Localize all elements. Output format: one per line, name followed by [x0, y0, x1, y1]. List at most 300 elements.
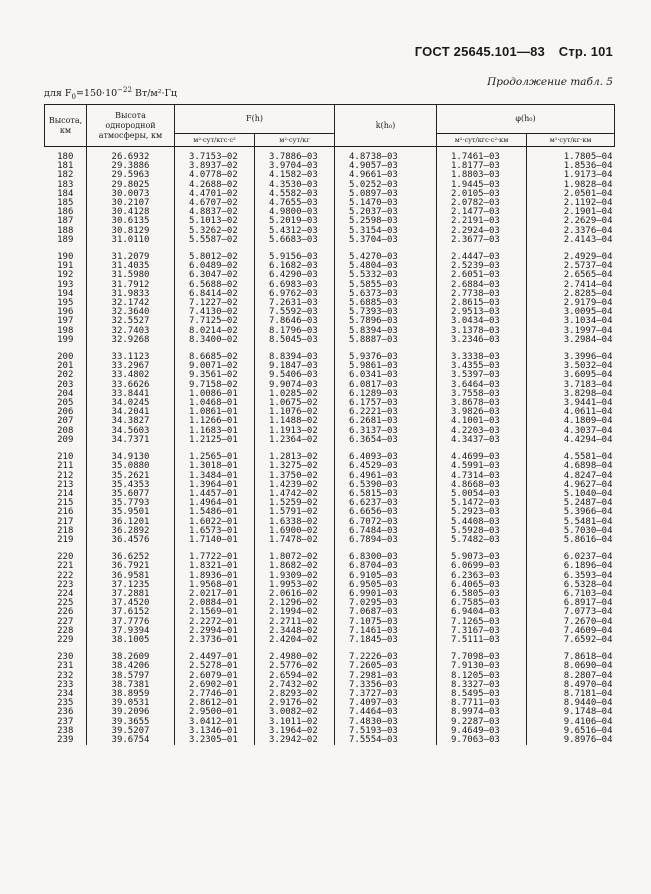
table-cell: 7.4097—03 [335, 699, 437, 708]
table-cell: 7.7125—02 [175, 317, 255, 326]
table-cell: 5.0054—03 [437, 490, 527, 499]
table-cell: 30.0073 [87, 190, 175, 199]
table-cell: 1.1913—02 [255, 427, 335, 436]
table-cell: 1.1683—01 [175, 427, 255, 436]
table-cell: 5.5481—04 [527, 518, 615, 527]
table-cell: 5.3704—03 [335, 236, 437, 245]
table-cell: 8.8394—03 [255, 345, 335, 362]
col-phi-unit1: м²·сут/кгс·с²·км [437, 134, 527, 147]
table-cell: 9.2287—03 [437, 718, 527, 727]
table-cell: 1.3750—02 [255, 472, 335, 481]
table-cell: 5.4804—03 [335, 262, 437, 271]
table-cell: 219 [57, 534, 74, 545]
table-cell: 4.1809—04 [527, 417, 615, 426]
table-cell: 8.6685—02 [175, 345, 255, 362]
table-cell: 6.9105—03 [335, 572, 437, 581]
table-cell: 2.2924—03 [437, 227, 527, 236]
col-kh: k(h₀) [335, 105, 437, 147]
table-cell: 2.3677—03 [437, 236, 527, 245]
table-cell: 1.8072—02 [255, 545, 335, 562]
table-cell: 2.8293—02 [255, 690, 335, 699]
table-cell: 4.5581—04 [527, 445, 615, 462]
table-cell: 180 [57, 152, 74, 162]
table-cell: 1.3018—01 [175, 462, 255, 471]
table-cell: 1.0675—02 [255, 399, 335, 408]
table-cell: 7.1845—03 [335, 636, 437, 645]
table-cell: 39.6754 [87, 736, 175, 745]
table-cell: 9.1748—04 [527, 708, 615, 717]
table-cell: 196 [57, 307, 74, 318]
table-cell: 7.4609—04 [527, 627, 615, 636]
table-cell: 9.4649—03 [437, 727, 527, 736]
table-cell: 1.4742—02 [255, 490, 335, 499]
table-cell: 8.0690—04 [527, 662, 615, 671]
table-cell: 1.3275—02 [255, 462, 335, 471]
table-cell: 30.8129 [87, 227, 175, 236]
table-cell: 5.7030—04 [527, 527, 615, 536]
table-cell: 203 [57, 379, 74, 390]
table-cell: 3.3338—03 [437, 345, 527, 362]
table-cell: 7.4464—03 [335, 708, 437, 717]
table-cell: 7.8646—03 [255, 317, 335, 326]
table-cell: 236 [57, 707, 74, 718]
table-cell: 1.6022—01 [175, 518, 255, 527]
table-cell: 5.1013—02 [175, 217, 255, 226]
table-cell: 32.1742 [87, 299, 175, 308]
table-cell: 9.5406—03 [255, 371, 335, 380]
table-cell: 31.0110 [87, 236, 175, 245]
table-cell: 1.7722—01 [175, 545, 255, 562]
table-cell: 2.5278—01 [175, 662, 255, 671]
table-cell: 34.5603 [87, 427, 175, 436]
table-cell: 4.8738—03 [335, 147, 437, 163]
table-cell: 2.9179—04 [527, 299, 615, 308]
table-cell: 194 [57, 288, 74, 299]
table-cell: 3.8937—02 [175, 162, 255, 171]
table-cell: 2.1477—03 [437, 208, 527, 217]
table-cell: 4.3037—04 [527, 427, 615, 436]
table-cell: 204 [57, 388, 74, 399]
table-cell: 32.5527 [87, 317, 175, 326]
table-cell: 39.0531 [87, 699, 175, 708]
table-cell: 6.0237—04 [527, 545, 615, 562]
table-cell: 2.5776—02 [255, 662, 335, 671]
table-cell: 3.9441—04 [527, 399, 615, 408]
table-cell: 34.2041 [87, 408, 175, 417]
table-cell: 37.9394 [87, 627, 175, 636]
table-cell: 214 [57, 488, 74, 499]
table-cell: 229 [57, 634, 74, 645]
table-cell: 5.2598—03 [335, 217, 437, 226]
table-cell: 8.7711—03 [437, 699, 527, 708]
table-cell: 5.8887—03 [335, 336, 437, 345]
table-cell: 4.5582—03 [255, 190, 335, 199]
table-cell: 1.2565—01 [175, 445, 255, 462]
table-cell: 6.1682—03 [255, 262, 335, 271]
table-cell: 5.3966—04 [527, 508, 615, 517]
table-cell: 2.0884—01 [175, 599, 255, 608]
table-cell: 4.9661—03 [335, 171, 437, 180]
table-cell: 7.3356—03 [335, 681, 437, 690]
table-cell: 1.5791—02 [255, 508, 335, 517]
table-cell: 237 [57, 716, 74, 727]
table-cell: 6.4529—03 [335, 462, 437, 471]
table-cell: 7.0773—04 [527, 608, 615, 617]
table-cell: 217 [57, 516, 74, 527]
table-cell: 2.6884—03 [437, 281, 527, 290]
table-cell: 5.0252—03 [335, 181, 437, 190]
standard-number: ГОСТ 25645.101—83 [414, 44, 545, 59]
table-cell: 6.4961—03 [335, 472, 437, 481]
table-cell: 1.7140—01 [175, 536, 255, 545]
table-cell: 1.9173—04 [527, 171, 615, 180]
page-number: Стр. 101 [558, 44, 613, 59]
table-cell: 1.5486—01 [175, 508, 255, 517]
table-cell: 7.2605—03 [335, 662, 437, 671]
table-cell: 2.3736—01 [175, 636, 255, 645]
table-cell: 31.2079 [87, 245, 175, 262]
table-cell: 35.6077 [87, 490, 175, 499]
table-cell: 37.7776 [87, 618, 175, 627]
table-cell: 190 [57, 252, 74, 263]
table-cell: 3.0412—01 [175, 718, 255, 727]
table-cell: 6.2221—03 [335, 408, 437, 417]
table-cell: 2.1192—04 [527, 199, 615, 208]
table-cell: 2.2711—02 [255, 618, 335, 627]
table-cell: 7.2631—03 [255, 299, 335, 308]
table-cell: 8.4970—04 [527, 681, 615, 690]
table-cell: 1.8936—01 [175, 572, 255, 581]
table-cell: 198 [57, 325, 74, 336]
table-cell: 2.2629—04 [527, 217, 615, 226]
table-cell: 1.5259—02 [255, 499, 335, 508]
table-cell: 33.1123 [87, 345, 175, 362]
table-cell: 31.5980 [87, 271, 175, 280]
table-cell: 6.9762—03 [255, 290, 335, 299]
table-cell: 9.3561—02 [175, 371, 255, 380]
table-cell: 4.9627—04 [527, 481, 615, 490]
table-cell: 192 [57, 270, 74, 281]
table-cell: 4.3530—03 [255, 181, 335, 190]
table-cell: 2.8615—03 [437, 299, 527, 308]
table-cell: 211 [57, 461, 74, 472]
table-cell: 202 [57, 370, 74, 381]
table-cell: 210 [57, 452, 74, 463]
table-cell: 220 [57, 552, 74, 563]
table-cell: 5.7393—03 [335, 308, 437, 317]
col-height: Высота, км [45, 105, 87, 147]
table-cell: 4.9057—03 [335, 162, 437, 171]
table-cell: 39.2096 [87, 708, 175, 717]
table-cell: 6.9901—03 [335, 590, 437, 599]
table-cell: 7.5592—03 [255, 308, 335, 317]
col-fh-unit2: м²·сут/кг [255, 134, 335, 147]
table-cell: 36.9581 [87, 572, 175, 581]
table-row [45, 345, 615, 362]
table-cell: 30.6135 [87, 217, 175, 226]
table-cell: 6.5815—03 [335, 490, 437, 499]
table-row [45, 336, 615, 345]
table-cell: 39.3655 [87, 718, 175, 727]
table-cell: 7.7098—03 [437, 645, 527, 662]
table-cell: 6.9404—03 [437, 608, 527, 617]
table-cell: 1.7461—03 [437, 147, 527, 163]
table-cell: 35.2621 [87, 472, 175, 481]
table-cell: 3.9704—03 [255, 162, 335, 171]
table-cell: 1.8803—03 [437, 171, 527, 180]
table-cell: 2.7746—01 [175, 690, 255, 699]
table-cell: 33.4802 [87, 371, 175, 380]
data-table [44, 104, 615, 745]
table-cell: 36.7921 [87, 562, 175, 571]
table-cell: 2.0616—02 [255, 590, 335, 599]
table-cell: 9.6516—04 [527, 727, 615, 736]
table-cell: 1.8177—03 [437, 162, 527, 171]
table-cell: 197 [57, 316, 74, 327]
table-cell: 222 [57, 570, 74, 581]
table-cell: 7.0687—03 [335, 608, 437, 617]
table-cell: 2.5239—03 [437, 262, 527, 271]
table-cell: 7.1227—02 [175, 299, 255, 308]
table-cell: 32.3640 [87, 308, 175, 317]
table-cell: 6.7484—03 [335, 527, 437, 536]
table-cell: 3.2305—01 [175, 736, 255, 745]
table-cell: 191 [57, 261, 74, 272]
table-cell: 5.1472—03 [437, 499, 527, 508]
condition-label: для $F_0=150\cdot 10^{-22}$ Вт/м²·Гц [44, 86, 178, 102]
table-cell: 3.1964—02 [255, 727, 335, 736]
table-cell: 34.3827 [87, 417, 175, 426]
table-cell: 5.9861—03 [335, 362, 437, 371]
table-cell: 6.2363—03 [437, 572, 527, 581]
table-row [45, 236, 615, 245]
table-cell: 231 [57, 661, 74, 672]
table-cell: 38.7381 [87, 681, 175, 690]
table-cell: 5.2487—04 [527, 499, 615, 508]
table-cell: 7.0295—03 [335, 599, 437, 608]
table-cell: 6.5805—03 [437, 590, 527, 599]
table-cell: 6.6237—03 [335, 499, 437, 508]
table-cell: 5.5332—03 [335, 271, 437, 280]
table-cell: 31.7912 [87, 281, 175, 290]
table-cell: 34.0245 [87, 399, 175, 408]
table-cell: 34.7371 [87, 436, 175, 445]
table-cell: 3.7183—04 [527, 381, 615, 390]
table-cell: 7.9130—03 [437, 662, 527, 671]
table-cell: 6.8414—02 [175, 290, 255, 299]
table-cell: 183 [57, 179, 74, 190]
table-cell: 6.6656—03 [335, 508, 437, 517]
table-cell: 4.2203—03 [437, 427, 527, 436]
table-cell: 2.1901—04 [527, 208, 615, 217]
table-cell: 1.9568—01 [175, 581, 255, 590]
table-cell: 230 [57, 652, 74, 663]
table-cell: 184 [57, 188, 74, 199]
table-cell: 3.1034—04 [527, 317, 615, 326]
table-cell: 3.7558—03 [437, 390, 527, 399]
table-cell: 3.9826—03 [437, 408, 527, 417]
table-cell: 2.2272—01 [175, 618, 255, 627]
table-cell: 6.8300—03 [335, 545, 437, 562]
table-cell: 212 [57, 470, 74, 481]
table-cell: 1.4457—01 [175, 490, 255, 499]
table-cell: 3.1997—04 [527, 327, 615, 336]
table-cell: 5.9156—03 [255, 245, 335, 262]
table-cell: 8.2807—04 [527, 672, 615, 681]
table-cell: 38.1005 [87, 636, 175, 645]
table-cell: 5.2037—03 [335, 208, 437, 217]
table-cell: 7.1265—03 [437, 618, 527, 627]
table-cell: 3.3996—04 [527, 345, 615, 362]
table-cell: 2.6079—01 [175, 672, 255, 681]
table-cell: 2.9500—01 [175, 708, 255, 717]
table-cell: 227 [57, 616, 74, 627]
table-cell: 3.6095—04 [527, 371, 615, 380]
table-row [45, 245, 615, 262]
table-cell: 3.2942—02 [255, 736, 335, 745]
table-cell: 36.6252 [87, 545, 175, 562]
table-cell: 39.5207 [87, 727, 175, 736]
table-cell: 8.9974—03 [437, 708, 527, 717]
table-cell: 35.0880 [87, 462, 175, 471]
table-cell: 34.9130 [87, 445, 175, 462]
table-cell: 6.7103—04 [527, 590, 615, 599]
table-cell: 3.5397—03 [437, 371, 527, 380]
table-cell: 5.4408—03 [437, 518, 527, 527]
table-cell: 2.2191—03 [437, 217, 527, 226]
table-cell: 7.5554—03 [335, 736, 437, 745]
table-cell: 4.8837—02 [175, 208, 255, 217]
table-row [45, 636, 615, 645]
table-cell: 1.3964—01 [175, 481, 255, 490]
table-row [45, 445, 615, 462]
table-cell: 4.0778—02 [175, 171, 255, 180]
table-cell: 6.4290—03 [255, 271, 335, 280]
table-cell: 4.7314—03 [437, 472, 527, 481]
table-cell: 221 [57, 561, 74, 572]
table-cell: 6.6983—03 [255, 281, 335, 290]
table-cell: 38.2609 [87, 645, 175, 662]
table-cell: 7.5193—03 [335, 727, 437, 736]
table-cell: 2.2994—01 [175, 627, 255, 636]
table-cell: 1.6338—02 [255, 518, 335, 527]
table-cell: 6.5328—04 [527, 581, 615, 590]
table-cell: 6.1896—04 [527, 562, 615, 571]
table-cell: 2.9176—02 [255, 699, 335, 708]
table-cell: 6.7585—03 [437, 599, 527, 608]
table-cell: 7.4130—02 [175, 308, 255, 317]
table-cell: 29.8025 [87, 181, 175, 190]
table-cell: 3.1346—01 [175, 727, 255, 736]
table-cell: 224 [57, 588, 74, 599]
table-cell: 185 [57, 198, 74, 209]
table-cell: 1.1076—02 [255, 408, 335, 417]
table-cell: 7.3167—03 [437, 627, 527, 636]
table-cell: 8.5495—03 [437, 690, 527, 699]
table-cell: 2.4204—02 [255, 636, 335, 645]
table-cell: 8.0214—02 [175, 327, 255, 336]
table-cell: 6.3047—02 [175, 271, 255, 280]
table-cell: 36.1201 [87, 518, 175, 527]
table-cell: 6.1289—03 [335, 390, 437, 399]
table-cell: 199 [57, 334, 74, 345]
table-cell: 1.7478—02 [255, 536, 335, 545]
table-cell: 8.1205—03 [437, 672, 527, 681]
table-cell: 3.4355—03 [437, 362, 527, 371]
table-cell: 195 [57, 298, 74, 309]
table-cell: 1.6900—02 [255, 527, 335, 536]
table-cell: 4.6707—02 [175, 199, 255, 208]
col-uniform-height: Высота однородной атмосферы, км [87, 105, 175, 147]
table-cell: 3.8298—04 [527, 390, 615, 399]
table-cell: 7.5111—03 [437, 636, 527, 645]
table-cell: 3.7153—02 [175, 147, 255, 163]
table-cell: 7.3727—03 [335, 690, 437, 699]
table-cell: 215 [57, 498, 74, 509]
table-cell: 7.8618—04 [527, 645, 615, 662]
table-cell: 1.8321—01 [175, 562, 255, 571]
table-cell: 31.9833 [87, 290, 175, 299]
table-cell: 1.7805—04 [527, 147, 615, 163]
table-cell: 2.1569—01 [175, 608, 255, 617]
table-cell: 9.1847—03 [255, 362, 335, 371]
table-cell: 4.3437—03 [437, 436, 527, 445]
table-cell: 2.8612—01 [175, 699, 255, 708]
table-cell: 1.6573—01 [175, 527, 255, 536]
table-cell: 225 [57, 598, 74, 609]
table-cell: 5.1040—04 [527, 490, 615, 499]
table-cell: 6.0489—02 [175, 262, 255, 271]
table-cell: 193 [57, 279, 74, 290]
page-header [405, 44, 613, 59]
table-cell: 36.2892 [87, 527, 175, 536]
table-cell: 9.9074—03 [255, 381, 335, 390]
table-cell: 188 [57, 225, 74, 236]
table-cell: 38.4206 [87, 662, 175, 671]
table-cell: 2.8285—04 [527, 290, 615, 299]
table-cell: 5.6373—03 [335, 290, 437, 299]
table-cell: 3.0095—04 [527, 308, 615, 317]
table-cell: 3.6464—03 [437, 381, 527, 390]
table-cell: 2.4447—03 [437, 245, 527, 262]
table-cell: 6.0341—03 [335, 371, 437, 380]
table-cell: 234 [57, 688, 74, 699]
table-cell: 2.1994—02 [255, 608, 335, 617]
table-cell: 5.2923—03 [437, 508, 527, 517]
table-cell: 4.0611—04 [527, 408, 615, 417]
table-row [45, 436, 615, 445]
table-cell: 36.4576 [87, 536, 175, 545]
table-cell: 2.7432—02 [255, 681, 335, 690]
table-cell: 2.6594—02 [255, 672, 335, 681]
table-cell: 2.6051—03 [437, 271, 527, 280]
table-cell: 8.3400—02 [175, 336, 255, 345]
table-row [45, 545, 615, 562]
table-cell: 5.3262—02 [175, 227, 255, 236]
table-cell: 31.4035 [87, 262, 175, 271]
table-cell: 3.2984—04 [527, 336, 615, 345]
table-cell: 5.7482—03 [437, 536, 527, 545]
col-fh: F(h) [175, 105, 335, 134]
table-cell: 1.2125—01 [175, 436, 255, 445]
col-fh-unit1: м²·сут/кгс·с² [175, 134, 255, 147]
table-cell: 213 [57, 479, 74, 490]
table-cell: 6.3593—04 [527, 572, 615, 581]
table-cell: 2.3376—04 [527, 227, 615, 236]
table-cell: 7.4830—03 [335, 718, 437, 727]
table-cell: 7.2670—04 [527, 618, 615, 627]
table-cell: 33.8441 [87, 390, 175, 399]
